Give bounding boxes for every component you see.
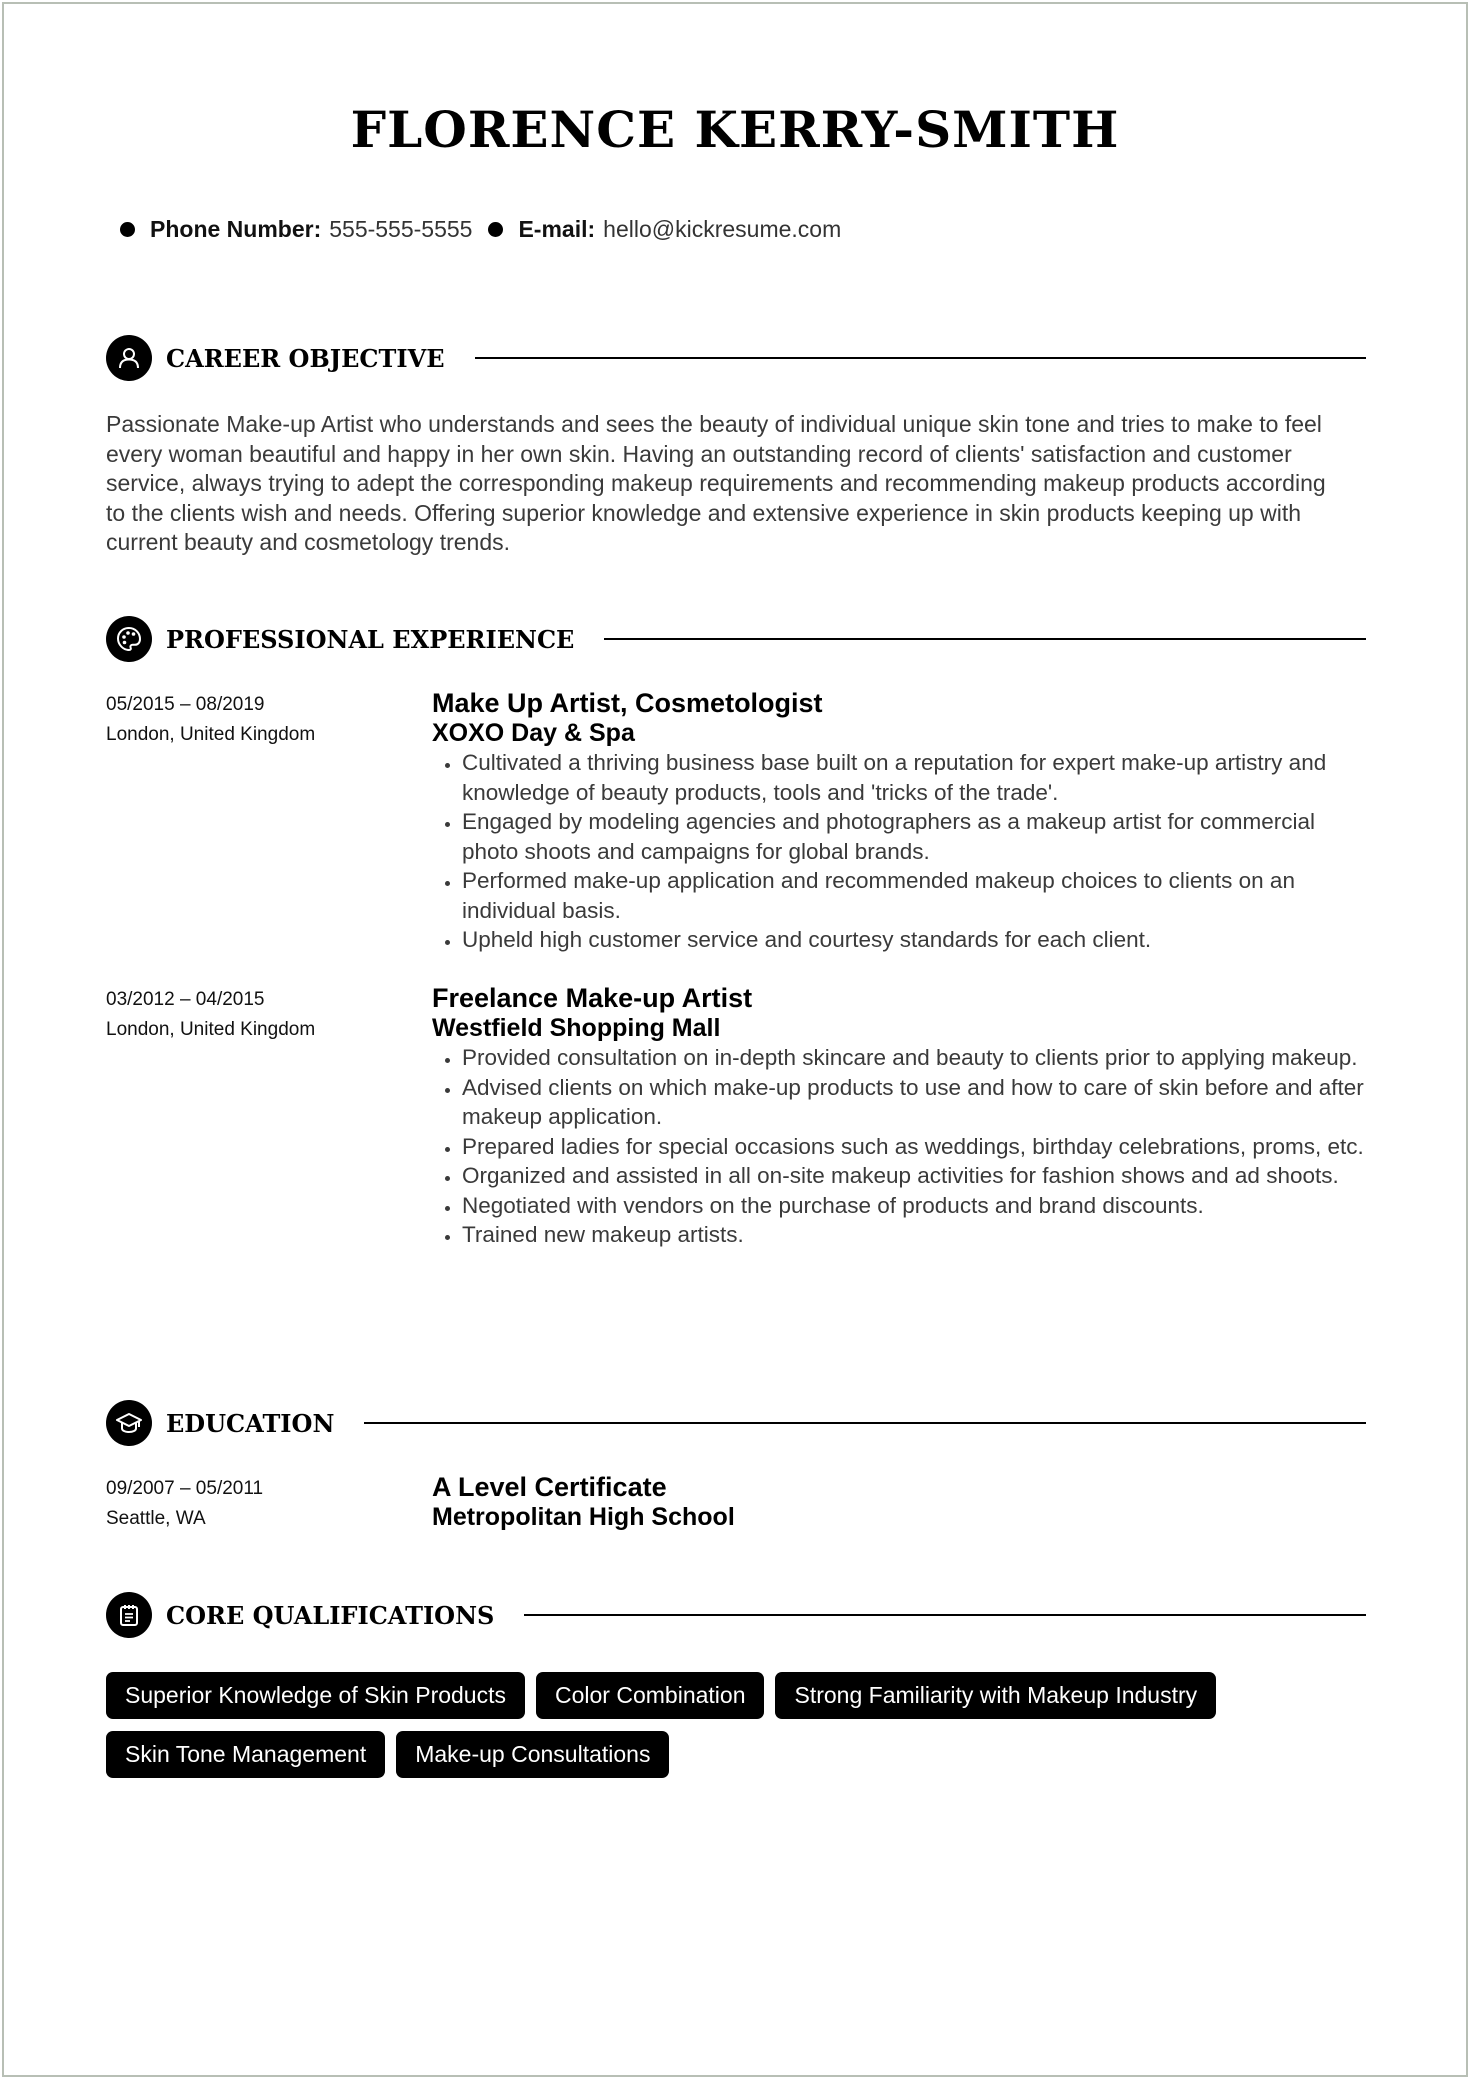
person-icon: [106, 335, 152, 381]
list-item: • Prepared ladies for special occasions such as weddings, birthday celebrations, proms, etc.: [462, 1132, 1366, 1162]
section-header-qualifications: [106, 1591, 1366, 1639]
list-item: • Provided consultation on in-depth skincare and beauty to clients prior to applying makeup.: [462, 1043, 1366, 1073]
list-item: • Cultivated a thriving business base built on a reputation for expert make-up artistry and knowledge of beauty products, tools and 'tricks of the trade'.: [462, 748, 1366, 807]
palette-icon: [106, 616, 152, 662]
objective-text: Passionate Make-up Artist who understands and sees the beauty of individual unique skin tone and tries to make to feel every woman beautiful and happy in her own skin. Having an outstanding record of clients' satisfaction and customer service, always trying to adept the corresponding makeup requirements and recommending makeup products according to the clients wish and needs. Offering superior knowledge and extensive experience in skin products keeping up with current beauty and cosmetology trends.: [106, 411, 1326, 555]
entry-meta: [106, 985, 406, 1044]
list-item: • Engaged by modeling agencies and photographers as a makeup artist for commercial photo shoots and campaigns for global brands.: [462, 807, 1366, 866]
section-header-experience: [106, 615, 1366, 663]
qualification-tag: Color Combination: [536, 1672, 764, 1719]
job-title: Freelance Make-up Artist: [432, 983, 753, 1013]
list-item: • Negotiated with vendors on the purchase of products and brand discounts.: [462, 1191, 1366, 1221]
bullet-dot: [488, 222, 503, 237]
section-header-education: [106, 1399, 1366, 1447]
phone-value: 555-555-5555: [329, 216, 473, 242]
section-divider: [475, 357, 1367, 359]
qualification-tag: Make-up Consultations: [396, 1731, 669, 1778]
entry-location: Seattle, WA: [106, 1507, 206, 1529]
entry-location: London, United Kingdom: [106, 1018, 316, 1040]
qualification-tag: Strong Familiarity with Makeup Industry: [775, 1672, 1216, 1719]
list-item: • Advised clients on which make-up products to use and how to care of skin before and after makeup application.: [462, 1073, 1366, 1132]
section-divider: [524, 1614, 1366, 1616]
list-item: • Trained new makeup artists.: [462, 1220, 1366, 1250]
clipboard-list-icon: [106, 1592, 152, 1638]
contact-line: [120, 216, 857, 243]
entry-details: [432, 983, 1366, 1250]
email-value[interactable]: hello@kickresume.com: [603, 216, 842, 242]
list-item: • Performed make-up application and recommended makeup choices to clients on an individual basis.: [462, 866, 1366, 925]
bullet-list: [432, 1043, 1366, 1250]
bullet-list: [432, 748, 1366, 955]
entry-dates: 05/2015 – 08/2019: [106, 694, 265, 715]
resume-page: [2, 2, 1468, 2077]
list-item: • Organized and assisted in all on-site makeup activities for fashion shows and ad shoots.: [462, 1161, 1366, 1191]
phone-label: Phone Number:: [150, 216, 322, 242]
entry-details: [432, 688, 1366, 955]
section-header-objective: [106, 334, 1366, 382]
section-title: CAREER OBJECTIVE: [166, 343, 445, 373]
section-title: CORE QUALIFICATIONS: [166, 1600, 495, 1630]
section-divider: [604, 638, 1366, 640]
entry-location: London, United Kingdom: [106, 723, 316, 745]
section-divider: [364, 1422, 1366, 1424]
bullet-dot: [120, 222, 135, 237]
candidate-name: FLORENCE KERRY-SMITH: [350, 100, 1120, 159]
list-item: • Upheld high customer service and courtesy standards for each client.: [462, 925, 1366, 955]
qualification-tag: Superior Knowledge of Skin Products: [106, 1672, 525, 1719]
entry-meta: [106, 690, 406, 749]
graduation-cap-icon: [106, 1400, 152, 1446]
degree-title: A Level Certificate: [432, 1472, 667, 1502]
email-label: E-mail:: [518, 216, 596, 242]
job-title: Make Up Artist, Cosmetologist: [432, 688, 823, 718]
entry-meta: [106, 1474, 406, 1533]
school-name: Metropolitan High School: [432, 1503, 735, 1531]
section-title: EDUCATION: [166, 1408, 335, 1438]
entry-dates: 09/2007 – 05/2011: [106, 1478, 264, 1499]
company-name: XOXO Day & Spa: [432, 719, 635, 747]
section-title: PROFESSIONAL EXPERIENCE: [166, 624, 575, 654]
entry-details: [432, 1472, 1366, 1532]
entry-dates: 03/2012 – 04/2015: [106, 989, 265, 1010]
qualification-tags: [106, 1672, 1346, 1778]
qualification-tag: Skin Tone Management: [106, 1731, 385, 1778]
company-name: Westfield Shopping Mall: [432, 1014, 721, 1042]
